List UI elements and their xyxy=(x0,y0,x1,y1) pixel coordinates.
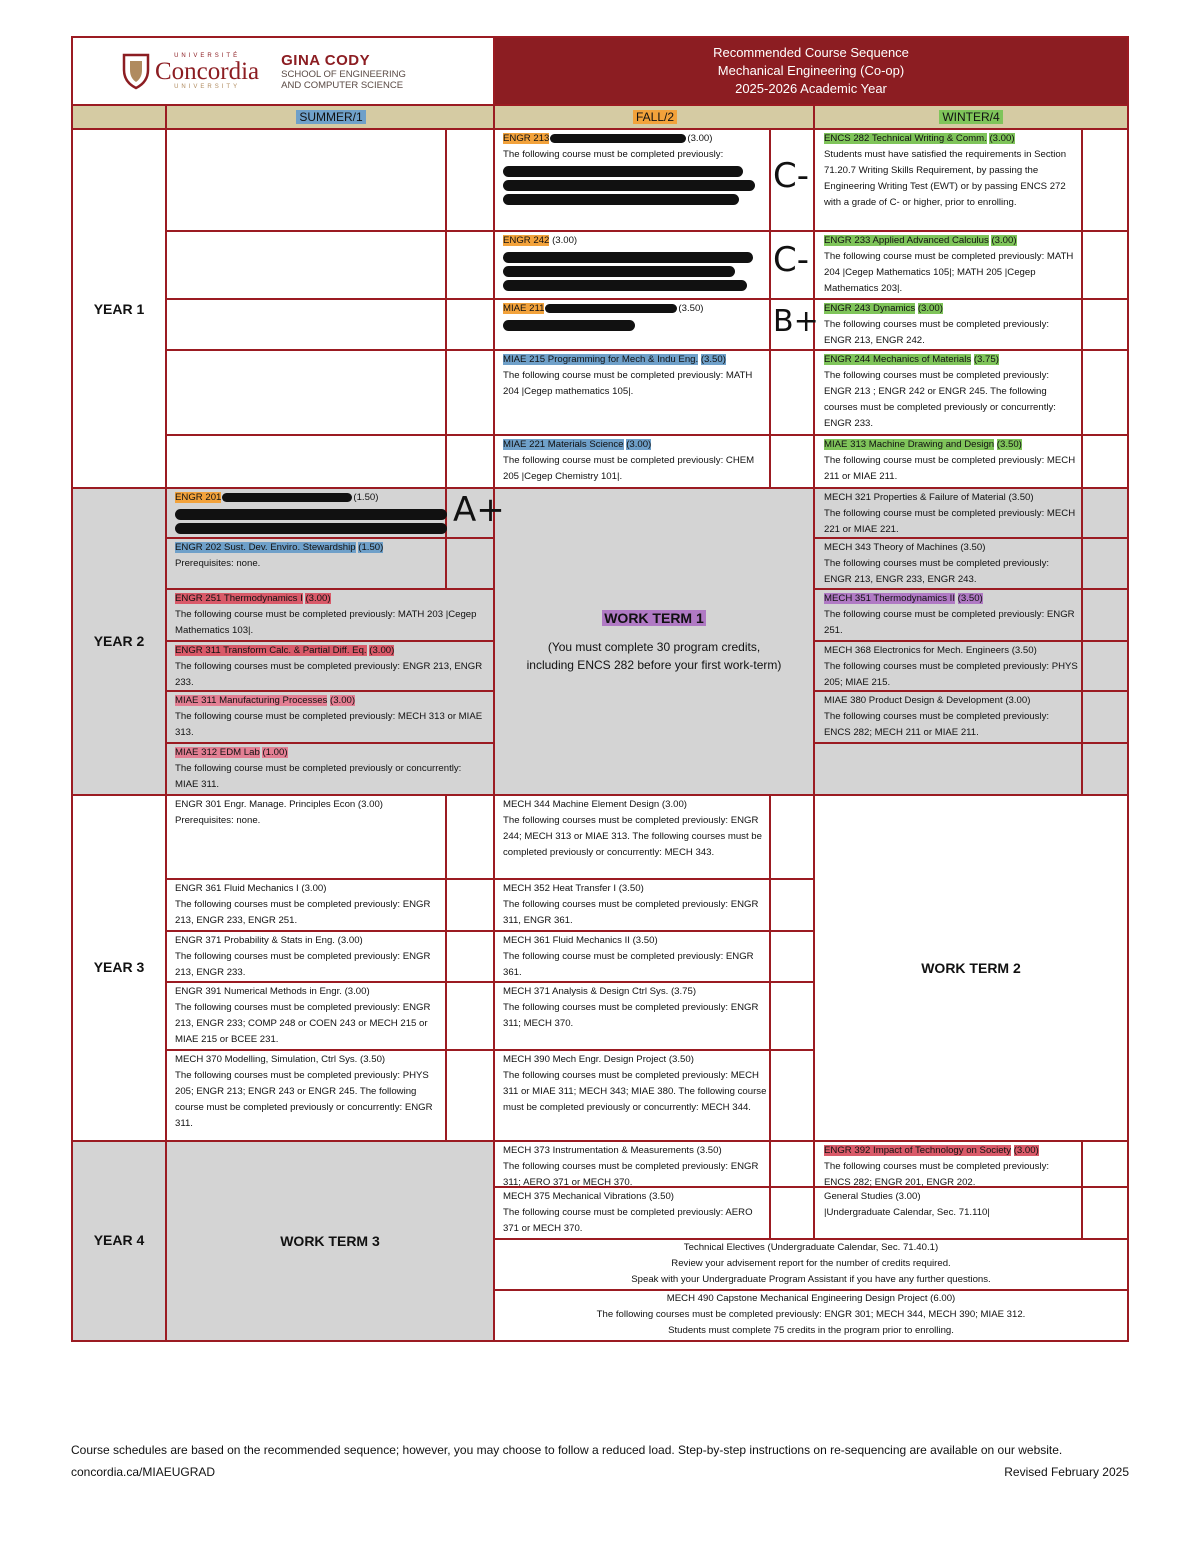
capstone-line-3: Students must complete 75 credits in the program prior to enrolling. xyxy=(668,1325,954,1336)
term-summer: SUMMER/1 xyxy=(165,106,495,128)
work-term-3-title: WORK TERM 3 xyxy=(280,1233,380,1249)
course-cell: ENGR 233 Applied Advanced Calculus (3.00) The following course must be completed previously: MATH 204 |Cegep Mathematics 105|; MATH 205 |Cegep Mathematics 203|. xyxy=(824,235,1074,294)
work-term-1-title: WORK TERM 1 xyxy=(604,609,704,626)
course-cell: MECH 371 Analysis & Design Ctrl Sys. (3.75) The following courses must be completed previously: ENGR 311; MECH 370. xyxy=(503,986,759,1029)
course-cell: MIAE 211 (3.50) xyxy=(495,300,769,349)
course-cell: MECH 390 Mech Engr. Design Project (3.50) The following courses must be completed previously: MECH 311 or MIAE 311; MECH 343; MIAE 380. The following course must be completed previously or concurrently: MECH 344. xyxy=(503,1054,767,1113)
footer-revised: Revised February 2025 xyxy=(1004,1465,1129,1479)
footer-bar xyxy=(71,1465,1129,1479)
sheet-title xyxy=(495,38,1127,104)
footer-url[interactable]: concordia.ca/MIAEUGRAD xyxy=(71,1465,216,1479)
work-term-1-note: (You must complete 30 program credits, including ENCS 282 before your first work-term) xyxy=(526,639,782,672)
school-line-1: SCHOOL OF ENGINEERING xyxy=(281,68,406,80)
course-cell: ENGR 202 Sust. Dev. Enviro. Stewardship (1.50) Prerequisites: none. xyxy=(175,542,384,569)
year-2-label: YEAR 2 xyxy=(93,632,145,649)
year-1-label: YEAR 1 xyxy=(93,300,145,317)
grade-mark-engr201: A+ xyxy=(453,490,505,530)
course-cell: MECH 352 Heat Transfer I (3.50) The following courses must be completed previously: ENGR 311, ENGR 361. xyxy=(503,883,759,926)
title-line-1: Recommended Course Sequence xyxy=(713,45,909,60)
work-term-2 xyxy=(815,796,1127,1140)
electives-line-2: Review your advisement report for the number of credits required. xyxy=(671,1258,951,1269)
course-cell: MECH 375 Mechanical Vibrations (3.50) The following course must be completed previously: AERO 371 or MECH 370. xyxy=(503,1191,753,1234)
work-term-1 xyxy=(495,489,813,794)
title-line-3: 2025-2026 Academic Year xyxy=(735,81,887,96)
course-cell: General Studies (3.00) |Undergraduate Calendar, Sec. 71.110| xyxy=(824,1191,990,1218)
technical-electives xyxy=(495,1240,1127,1289)
course-cell: MECH 351 Thermodynamics II (3.50) The following course must be completed previously: ENGR 251. xyxy=(824,593,1075,636)
course-cell: ENGR 201 (1.50) xyxy=(167,489,487,537)
school-name: GINA CODY xyxy=(281,51,371,69)
title-line-2: Mechanical Engineering (Co-op) xyxy=(717,63,905,78)
course-cell: ENGR 243 Dynamics (3.00) The following courses must be completed previously: ENGR 213, ENGR 242. xyxy=(824,303,1050,346)
term-winter: WINTER/4 xyxy=(813,106,1127,128)
course-cell: MIAE 311 Manufacturing Processes (3.00) The following course must be completed previously: MECH 313 or MIAE 313. xyxy=(175,695,483,738)
electives-line-3: Speak with your Undergraduate Program Assistant if you have any further questions. xyxy=(631,1274,991,1285)
course-cell: MECH 373 Instrumentation & Measurements (3.50) The following courses must be completed previously: ENGR 311; AERO 371 or MECH 370. xyxy=(503,1145,759,1186)
capstone-line-1: MECH 490 Capstone Mechanical Engineering Design Project (6.00) xyxy=(666,1293,956,1304)
course-cell: ENGR 392 Impact of Technology on Society (3.00) The following courses must be completed previously: ENCS 282; ENGR 201, ENGR 202. xyxy=(824,1145,1050,1186)
course-cell: ENGR 213 (3.00) The following course must be completed previously: xyxy=(495,130,769,230)
electives-line-1: Technical Electives (Undergraduate Calendar, Sec. 71.40.1) xyxy=(683,1242,939,1253)
course-cell: MIAE 221 Materials Science (3.00) The following course must be completed previously: CHEM 205 |Cegep Chemistry 101|. xyxy=(503,439,755,482)
course-cell: MIAE 380 Product Design & Development (3.00) The following courses must be completed previously: ENCS 282; MECH 211 or MIAE 211. xyxy=(824,695,1050,738)
course-cell: ENGR 244 Mechanics of Materials (3.75) The following courses must be completed previously: ENGR 213 ; ENGR 242 or ENGR 245. The following courses must be completed previously or concurrently: ENGR 233. xyxy=(824,354,1056,429)
course-cell: ENGR 311 Transform Calc. & Partial Diff. Eq. (3.00) The following courses must be completed previously: ENGR 213, ENGR 233. xyxy=(175,645,483,688)
university-bottom-text: UNIVERSITY xyxy=(174,83,241,90)
capstone-project xyxy=(495,1291,1127,1340)
course-cell: ENGR 361 Fluid Mechanics I (3.00) The following courses must be completed previously: ENGR 213, ENGR 233, ENGR 251. xyxy=(175,883,431,926)
year-4-label: YEAR 4 xyxy=(93,1232,145,1248)
work-term-3 xyxy=(167,1142,493,1340)
course-sequence-sheet xyxy=(71,36,1129,1342)
university-name: Concordia xyxy=(155,57,260,85)
course-cell: ENGR 301 Engr. Manage. Principles Econ (3.00) Prerequisites: none. xyxy=(175,799,383,826)
footer-note: Course schedules are based on the recommended sequence; however, you may choose to follow a reduced load. Step-by-step instructions on re-sequencing are available on our website. xyxy=(71,1443,1063,1457)
crest-icon xyxy=(121,52,151,90)
course-cell: MECH 370 Modelling, Simulation, Ctrl Sys. (3.50) The following courses must be completed previously: PHYS 205; ENGR 213; ENGR 243 or ENGR 245. The following course must be completed previously or concurrently: ENGR 311. xyxy=(175,1054,433,1129)
course-cell: MECH 343 Theory of Machines (3.50) The following courses must be completed previously: ENGR 213, ENGR 233, ENGR 243. xyxy=(824,542,1050,585)
school-line-2: AND COMPUTER SCIENCE xyxy=(281,79,404,91)
grade-mark-engr242: C- xyxy=(773,240,810,280)
course-cell: ENGR 371 Probability & Stats in Eng. (3.00) The following courses must be completed previously: ENGR 213, ENGR 233. xyxy=(175,935,431,978)
concordia-logo xyxy=(73,38,495,104)
course-cell: MIAE 215 Programming for Mech & Indu Eng. (3.50) The following course must be completed previously: MATH 204 |Cegep mathematics 105|. xyxy=(503,354,753,397)
course-cell: MECH 361 Fluid Mechanics II (3.50) The following course must be completed previously: ENGR 361. xyxy=(503,935,754,978)
course-cell: MIAE 313 Machine Drawing and Design (3.50) The following course must be completed previously: MECH 211 or MIAE 211. xyxy=(824,439,1076,482)
course-cell: ENGR 391 Numerical Methods in Engr. (3.00) The following courses must be completed previously: ENGR 213, ENGR 233; COMP 248 or COEN 243 or MECH 215 or MIAE 215 or BCEE 231. xyxy=(175,986,431,1045)
university-top-text: UNIVERSITÉ xyxy=(174,52,241,59)
course-cell: MECH 368 Electronics for Mech. Engineers (3.50) The following courses must be completed previously: PHYS 205; MIAE 215. xyxy=(824,645,1078,688)
sheet-header xyxy=(73,38,1127,104)
capstone-line-2: The following courses must be completed previously: ENGR 301; MECH 344, MECH 390; MIAE 312. xyxy=(596,1309,1026,1320)
term-header-bar xyxy=(73,104,1127,130)
course-cell: ENCS 282 Technical Writing & Comm. (3.00) Students must have satisfied the requirements in Section 71.20.7 Writing Skills Requirement, by passing the Engineering Writing Test (EWT) or by passing ENCS 272 with a grade of C- or higher, prior to enrolling. xyxy=(824,133,1067,208)
grade-mark-engr213: C- xyxy=(773,156,810,196)
term-fall: FALL/2 xyxy=(493,106,815,128)
year-3-label: YEAR 3 xyxy=(93,959,145,975)
course-cell: ENGR 251 Thermodynamics I (3.00) The following course must be completed previously: MATH 203 |Cegep Mathematics 103|. xyxy=(175,593,477,636)
work-term-2-title: WORK TERM 2 xyxy=(921,960,1021,976)
course-cell: MIAE 312 EDM Lab (1.00) The following course must be completed previously or concurrently: MIAE 311. xyxy=(175,747,462,790)
course-cell: MECH 344 Machine Element Design (3.00) The following courses must be completed previously: ENGR 244; MECH 313 or MIAE 313. The following courses must be completed previously or concurrently: MECH 343. xyxy=(503,799,762,858)
course-cell: ENGR 242 (3.00) xyxy=(495,232,769,298)
course-cell: MECH 321 Properties & Failure of Material (3.50) The following course must be completed previously: MECH 221 or MIAE 221. xyxy=(824,492,1076,535)
grade-mark-miae211: B+ xyxy=(773,304,819,339)
